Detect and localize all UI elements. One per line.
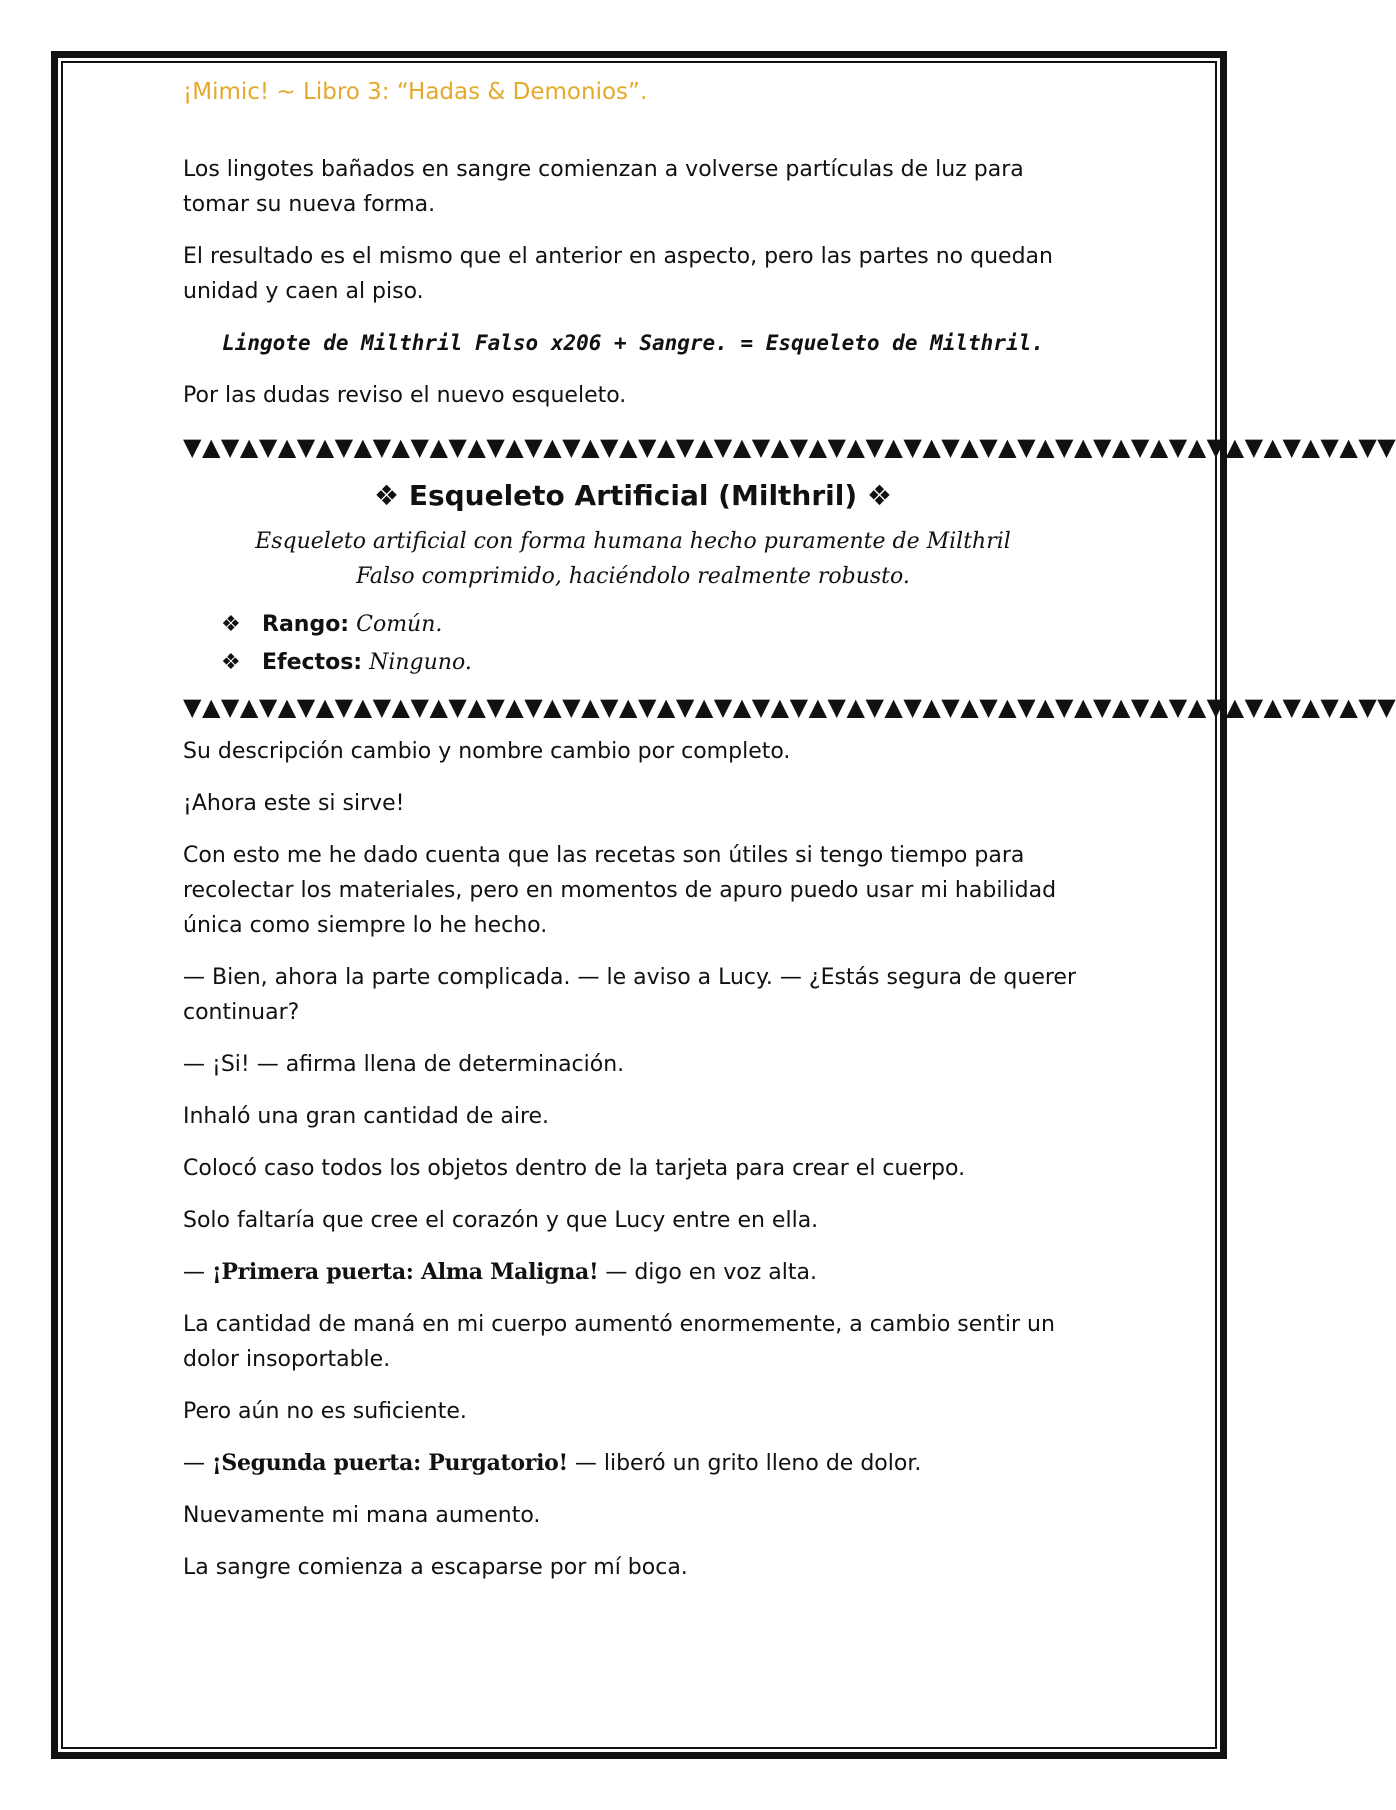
item-card-description: Esqueleto artificial con forma humana hecho puramente de Milthril Falso comprimido, haciéndolo realmente robusto. (255, 529, 1011, 589)
attribute-key: Rango: (262, 612, 350, 637)
shout-text: ¡Primera puerta: Alma Maligna! (212, 1259, 599, 1285)
triangle-divider: ▼▲▼▲▼▲▼▲▼▲▼▲▼▲▼▲▼▲▼▲▼▲▼▲▼▲▼▲▼▲▼▲▼▲▼▲▼▲▼▲▼▲▼▲▼▲▼▲▼▲▼▲▼▲▼▲▼▲▼▲▼▲▼▼ (183, 433, 1396, 461)
paragraph: Su descripción cambio y nombre cambio por completo. (183, 739, 791, 764)
paragraph: El resultado es el mismo que el anterior en aspecto, pero las partes no quedan unidad y caen al piso. (183, 244, 1053, 304)
paragraph: — Bien, ahora la parte complicada. — le aviso a Lucy. — ¿Estás segura de querer continuar? (183, 965, 1076, 1025)
paragraph: La cantidad de maná en mi cuerpo aumentó enormemente, a cambio sentir un dolor insoportable. (183, 1312, 1055, 1372)
dialogue-tail: — liberó un grito lleno de dolor. (567, 1451, 922, 1476)
attribute-key: Efectos: (262, 650, 363, 675)
paragraph: Los lingotes bañados en sangre comienzan a volverse partículas de luz para tomar su nueva forma. (183, 157, 1024, 217)
triangle-divider: ▼▲▼▲▼▲▼▲▼▲▼▲▼▲▼▲▼▲▼▲▼▲▼▲▼▲▼▲▼▲▼▲▼▲▼▲▼▲▼▲▼▲▼▲▼▲▼▲▼▲▼▲▼▲▼▲▼▲▼▲▼▲▼▼ (183, 693, 1396, 721)
paragraph: Solo faltaría que cree el corazón y que Lucy entre en ella. (183, 1208, 819, 1233)
attribute-effects (221, 644, 1083, 682)
dialogue-dash: — (183, 1451, 212, 1476)
paragraph: — ¡Si! — afirma llena de determinación. (183, 1052, 625, 1077)
diamond-bullet-icon: ❖ (221, 650, 241, 675)
paragraph: ¡Ahora este si sirve! (183, 791, 405, 816)
attribute-value: Común. (356, 612, 443, 637)
paragraph: Por las dudas reviso el nuevo esqueleto. (183, 383, 627, 408)
paragraph: Con esto me he dado cuenta que las recetas son útiles si tengo tiempo para recolectar los materiales, pero en momentos de apuro puedo usar mi habilidad única como siempre lo he hecho. (183, 843, 1057, 938)
dialogue-dash: — (183, 1260, 212, 1285)
dialogue-shout (183, 1255, 1083, 1290)
paragraph: Pero aún no es suficiente. (183, 1399, 467, 1424)
diamond-bullet-icon: ❖ (221, 612, 241, 637)
dialogue-shout (183, 1446, 1083, 1481)
paragraph: Colocó caso todos los objetos dentro de la tarjeta para crear el cuerpo. (183, 1156, 966, 1181)
attribute-value: Ninguno. (369, 650, 472, 675)
dialogue-tail: — digo en voz alta. (598, 1260, 817, 1285)
attribute-rank (221, 606, 1083, 644)
paragraph: Inhaló una gran cantidad de aire. (183, 1104, 550, 1129)
running-header: ¡Mimic! ~ Libro 3: “Hadas & Demonios”. (183, 79, 648, 105)
item-card-title: ❖ Esqueleto Artificial (Milthril) ❖ (373, 479, 893, 512)
page-content (183, 72, 1396, 1602)
shout-text: ¡Segunda puerta: Purgatorio! (212, 1450, 568, 1476)
item-attributes (183, 606, 1083, 682)
paragraph: La sangre comienza a escaparse por mí boca. (183, 1555, 688, 1580)
paragraph: Nuevamente mi mana aumento. (183, 1503, 541, 1528)
recipe-formula: Lingote de Milthril Falso x206 + Sangre. = Esqueleto de Milthril. (222, 331, 1044, 355)
